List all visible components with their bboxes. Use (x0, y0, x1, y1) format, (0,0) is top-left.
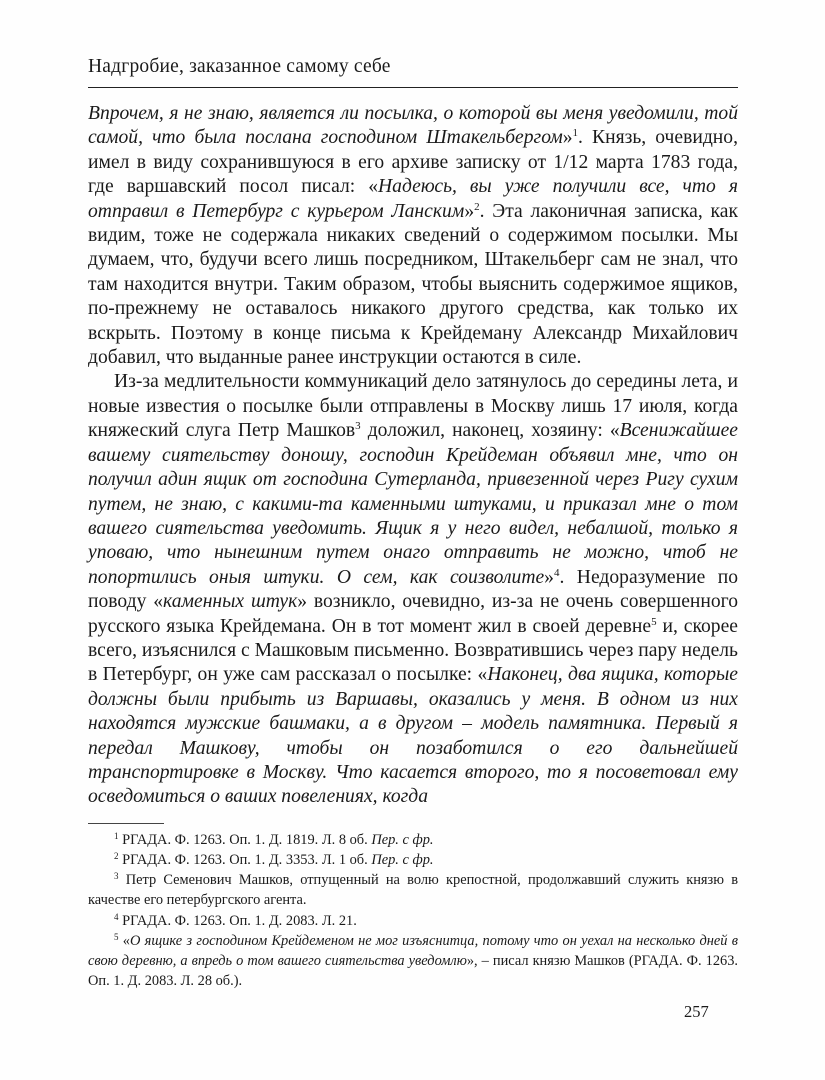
text-run: » (464, 200, 475, 222)
text-run: » (544, 566, 554, 588)
italic-quote: Пер. с фр. (371, 831, 434, 848)
italic-quote: каменных штук (163, 591, 298, 613)
italic-quote: Надеюсь, вы уже получили все, что я отправил в Петербург с курьером Ланским (88, 176, 738, 222)
text-run: » (562, 127, 573, 149)
page-number: 257 (684, 1002, 709, 1021)
text-run: . Недоразумение по поводу « (88, 566, 738, 613)
paragraph (88, 102, 738, 370)
footnotes (88, 830, 738, 992)
footnote-separator (88, 823, 164, 824)
footnote-number: 4 (114, 911, 119, 922)
paragraph (88, 370, 738, 809)
body-text (88, 102, 738, 810)
text-run: РГАДА. Ф. 1263. Оп. 1. Д. 3353. Л. 1 об. (118, 851, 372, 868)
footnote-number: 1 (114, 830, 119, 841)
text-run: . Эта лаконичная записка, как видим, тоже не содержала никаких сведений о содержимом посылки. Мы думаем, что, будучи всего лишь посредником, Штакельберг сам не знал, что там находится внутри. Таким образом, чтобы выяснить содержимое ящиков, по-прежнему не оставалось никакого другого средства, как только их вскрыть. Поэтому в конце письма к Крейдеману Александр Михайлович добавил, что выданные ранее инструкции остаются в силе. (88, 200, 738, 369)
text-run: . Князь, очевидно, имел в виду сохранившуюся в его архиве записку от 1/12 марта 1783 года, где варшавский посол писал: « (88, 127, 738, 198)
footnote-ref: 2 (474, 200, 480, 213)
italic-quote: Пер. с фр. (371, 851, 434, 868)
text-run: Из-за медлительности коммуникаций дело затянулось до середины лета, и новые известия о посылке были отправлены в Москву лишь 17 июля, когда княжеский слуга Петр Машков (88, 371, 738, 442)
footnote-ref: 5 (651, 615, 657, 628)
book-page (88, 56, 738, 991)
italic-quote: О ящике з господином Крейдеменом не мог изъяснитца, потому что он уехал на несколько дней в свою деревню, а впредь о том вашего сиятельства уведомлю (88, 932, 739, 969)
text-run: и, скорее всего, изъяснился с Машковым письменно. Возвратившись через пару недель в Петербург, он уже сам рассказал о посылке: « (88, 615, 738, 686)
footnote-number: 2 (114, 850, 119, 861)
running-head: Надгробие, заказанное самому себе (88, 56, 738, 88)
footnote-ref: 1 (572, 127, 579, 140)
text-run: » возникло, очевидно, из-за не очень совершенного русского языка Крейдемана. Он в тот момент жил в своей деревне (88, 591, 739, 637)
text-run: РГАДА. Ф. 1263. Оп. 1. Д. 1819. Л. 8 об. (118, 831, 372, 848)
italic-quote: Всенижайшее вашему сиятельству доношу, господин Крейдеман объявил мне, что он получил адин ящик от господина Сутерланда, привезенной через Ригу сухим путем, не знаю, с какими-та каменными штуками, и приказал мне о том вашего сиятельства уведомить. Ящик я у него видел, небалшой, только я уповаю, что нынешним путем онаго отправить не можно, чтоб не попортились оныя штуки. О сем, как соизволите (88, 420, 739, 588)
text-run: Петр Семенович Машков, отпущенный на волю крепостной, продолжавший служить князю в качестве его петербургского агента. (88, 872, 738, 909)
text-run: « (118, 932, 130, 949)
footnote (88, 850, 738, 870)
italic-quote: Впрочем, я не знаю, является ли посылка, о которой вы меня уведомили, той самой, что была послана господином Штакельбергом (88, 103, 738, 149)
footnote-ref: 4 (553, 566, 560, 579)
text-run: доложил, наконец, хозяину: « (360, 420, 620, 442)
text-run: РГАДА. Ф. 1263. Оп. 1. Д. 2083. Л. 21. (118, 912, 357, 929)
text-run: », – писал князю Машков (РГАДА. Ф. 1263. Оп. 1. Д. 2083. Л. 28 об.). (88, 953, 738, 990)
footnote (88, 911, 738, 931)
footnote-number: 3 (114, 871, 119, 882)
footnote (88, 830, 738, 850)
footnote (88, 870, 738, 910)
italic-quote: Наконец, два ящика, которые должны были прибыть из Варшавы, оказались у меня. В одном из них находятся мужские башмаки, а в другом – модель памятника. Первый я передал Машкову, чтобы он позаботился о его дальнейшей транспортировке в Москву. Что касается второго, то я посоветовал ему осведомиться о ваших повелениях, когда (88, 664, 738, 808)
footnote-ref: 3 (355, 420, 361, 433)
footnote-number: 5 (114, 931, 119, 942)
footnote (88, 931, 738, 992)
